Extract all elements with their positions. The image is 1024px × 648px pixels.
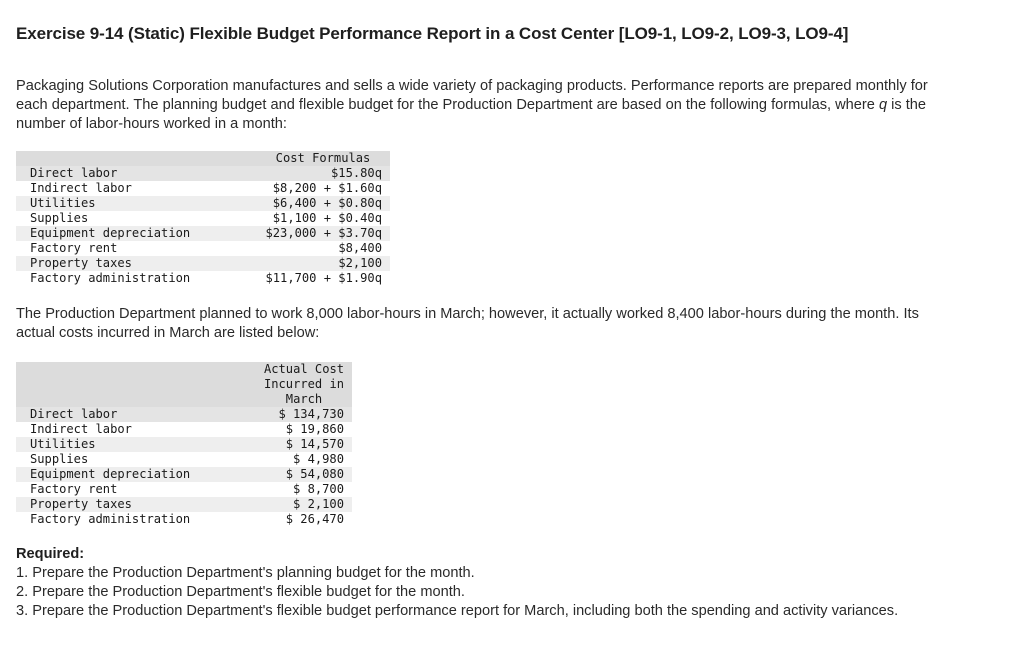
table-row [16,271,390,286]
table-row [16,482,352,497]
intro-paragraph [16,77,951,134]
row-value: $ 8,700 [293,482,344,496]
table-row [16,497,352,512]
table-row [16,437,352,452]
row-value: $1,100 + $0.40q [272,211,382,225]
table-header [16,362,352,407]
table-row [16,211,390,226]
row-label: Supplies [30,211,89,225]
row-label: Property taxes [30,256,132,270]
row-value: $ 4,980 [293,452,344,466]
table-row [16,452,352,467]
row-value: $ 54,080 [285,467,344,481]
required-item-2: 2. Prepare the Production Department's flexible budget for the month. [16,584,465,600]
row-label: Equipment depreciation [30,226,191,240]
row-label: Supplies [30,452,89,466]
cost-formulas-table [16,151,390,286]
required-item-1: 1. Prepare the Production Department's planning budget for the month. [16,565,475,581]
table-row [16,226,390,241]
row-label: Direct labor [30,166,118,180]
header-line: Actual Cost [263,362,345,376]
row-value: $23,000 + $3.70q [265,226,382,240]
required-item-3: 3. Prepare the Production Department's flexible budget performance report for March, including both the spending and activity variances. [16,603,899,619]
row-value: $8,400 [338,241,382,255]
middle-paragraph: The Production Department planned to work 8,000 labor-hours in March; however, it actually worked 8,400 labor-hours during the month. Its actual costs incurred in March are listed below: [16,306,919,341]
table-row [16,512,352,527]
row-value: $ 2,100 [293,497,344,511]
intro-variable-q: q [878,97,888,113]
row-value: $15.80q [331,166,382,180]
row-value: $6,400 + $0.80q [272,196,382,210]
table-row [16,196,390,211]
required-section [16,545,976,621]
row-label: Indirect labor [30,181,132,195]
actual-costs-table [16,362,352,527]
actual-cost-header [256,362,352,407]
row-label: Utilities [30,437,96,451]
row-value: $2,100 [338,256,382,270]
row-value: $ 19,860 [285,422,344,436]
cost-formulas-header: Cost Formulas [275,151,371,165]
row-label: Factory administration [30,271,191,285]
table-row [16,181,390,196]
row-label: Factory rent [30,241,118,255]
row-label: Utilities [30,196,96,210]
table-row [16,166,390,181]
table-row [16,241,390,256]
intro-text-part1: Packaging Solutions Corporation manufactures and sells a wide variety of packaging products. Performance reports are prepared monthly for each department. The planning budget and flexible budget for the Production Department are based on the following formulas, where [16,78,928,113]
row-value: $11,700 + $1.90q [265,271,382,285]
row-label: Indirect labor [30,422,132,436]
row-label: Factory administration [30,512,191,526]
header-line: Incurred in [263,377,345,391]
intro-text-part2: is the number of labor-hours worked in a month: [16,97,926,132]
table-row [16,422,352,437]
row-value: $ 14,570 [285,437,344,451]
table-row [16,467,352,482]
row-value: $ 134,730 [278,407,344,421]
header-line: March [285,392,323,406]
row-value: $8,200 + $1.60q [272,181,382,195]
required-heading: Required: [16,546,85,562]
row-value: $ 26,470 [285,512,344,526]
table-row [16,256,390,271]
row-label: Direct labor [30,407,118,421]
row-label: Equipment depreciation [30,467,191,481]
table-row [16,407,352,422]
row-label: Factory rent [30,482,118,496]
row-label: Property taxes [30,497,132,511]
table-header [16,151,390,166]
exercise-title: Exercise 9-14 (Static) Flexible Budget Performance Report in a Cost Center [LO9-1, LO9-2, LO9-3, LO9-4] [16,24,849,43]
